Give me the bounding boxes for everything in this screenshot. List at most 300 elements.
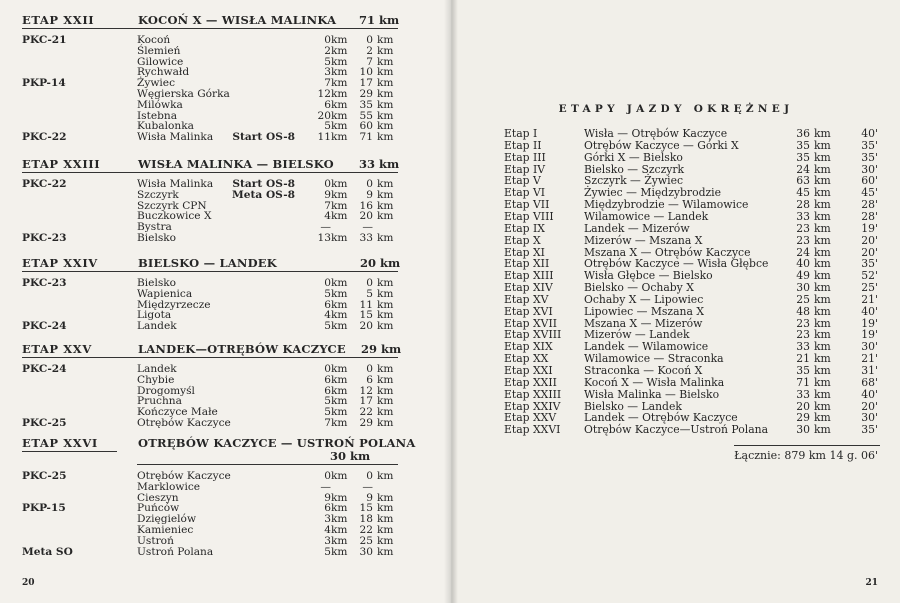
cumulative-distance: 11 [359,298,373,311]
lap-distance: 21 [796,352,810,366]
lap-time: 35' [861,138,878,152]
lap-route: Kocoń X — Wisła Malinka [584,375,725,389]
cumulative-distance: 12 [359,384,373,397]
lap-route: Landek — Wilamowice [584,340,709,354]
laps-heading: ETAPY JAZDY OKRĘŻNEJ [558,103,794,115]
segment-unit: km [331,309,348,322]
lap-label: Etap XXV [504,411,557,425]
segment-distance: 4 [324,309,331,322]
lap-label: Etap II [504,138,542,152]
lap-unit: km [814,221,831,235]
itinerary-row [0,482,452,493]
segment-unit: km [331,524,348,536]
place-name: Ligota [137,309,172,322]
segment-unit: km [331,417,348,429]
segment-distance: 5 [324,55,331,68]
segment-unit: km [331,287,348,300]
stage-number: ETAP XXIII [22,157,101,171]
segment-distance: 7 [324,417,331,429]
stage-title: WISŁA MALINKA — BIELSKO [138,157,334,171]
place-name: Gilowice [137,55,184,68]
lap-time: 35' [861,150,878,164]
place-name: Puńców [137,502,180,515]
lap-unit: km [814,162,831,176]
segment-distance: 3 [324,513,331,526]
lap-row [452,235,900,247]
segment-unit: km [331,470,348,482]
segment-distance: 2 [324,44,331,57]
cumulative-unit: km [377,363,394,375]
lap-route: Landek — Otrębów Kaczyce [584,411,738,425]
lap-unit: km [814,340,831,354]
special-stage-note: Start OS-8 [232,178,295,190]
place-name: Dzięgielów [137,513,197,526]
cumulative-unit: km [377,188,394,201]
cumulative-distance: — [362,480,373,493]
lap-route: Żywiec — Międzybrodzie [584,186,722,200]
cumulative-distance: 17 [359,77,373,90]
lap-route: Bielsko — Ochaby X [584,281,694,295]
lap-row [452,211,900,223]
lap-label: Etap VIII [504,209,554,223]
segment-unit: km [331,232,348,244]
lap-label: Etap XXIV [504,399,561,413]
stage-title: OTRĘBÓW KACZYCE — USTROŃ POLANA [138,436,416,450]
lap-time: 21' [861,352,878,366]
lap-label: Etap XXVI [504,423,561,437]
lap-time: 35' [861,257,878,271]
place-name: Istebna [137,109,178,122]
segment-distance: 5 [324,320,331,333]
lap-unit: km [814,399,831,413]
lap-time: 68' [861,375,878,389]
total-line: Łącznie: 879 km 14 g. 06' [734,449,878,462]
lap-time: 40' [861,387,878,401]
cumulative-unit: km [377,77,394,90]
cumulative-unit: km [377,131,394,144]
segment-unit: km [331,44,348,57]
lap-row [452,152,900,164]
place-name: Pruchna [137,395,182,408]
place-name: Żywiec [137,77,176,90]
segment-distance: 0 [324,34,331,46]
segment-distance: 0 [324,178,331,190]
lap-unit: km [814,150,831,164]
itinerary-row [0,418,452,429]
itinerary-row [0,211,452,222]
lap-row [452,294,900,306]
lap-route: Wilamowice — Straconka [584,352,724,366]
itinerary-row [0,289,452,300]
page-number-left: 20 [22,578,35,588]
lap-distance: 49 [796,269,810,283]
segment-unit: km [331,513,348,526]
itinerary-row [0,547,452,558]
cumulative-distance: 6 [366,373,373,386]
segment-distance: 11 [317,131,331,144]
cumulative-unit: km [377,66,394,79]
lap-distance: 20 [796,399,810,413]
segment-unit: km [331,491,348,504]
stage-distance: 30 km [330,449,371,463]
cumulative-distance: 0 [366,470,373,482]
lap-distance: 24 [796,162,810,176]
lap-distance: 25 [796,292,810,306]
lap-distance: 36 [796,127,810,140]
lap-unit: km [814,423,831,437]
cumulative-unit: km [377,44,394,57]
cumulative-distance: 29 [359,88,373,100]
lap-time: 28' [861,209,878,223]
segment-unit: km [331,395,348,408]
lap-time: 19' [861,328,878,342]
lap-label: Etap XX [504,352,549,366]
segment-unit: km [331,384,348,397]
lap-distance: 23 [796,316,810,330]
checkpoint-code: PKC-24 [22,320,67,333]
page-number-right: 21 [865,578,878,588]
cumulative-unit: km [377,395,394,408]
itinerary-row [0,100,452,111]
lap-time: 45' [861,186,878,200]
total-rule [734,445,880,446]
cumulative-unit: km [377,491,394,504]
lap-route: Straconka — Kocoń X [584,364,703,377]
place-name: Marklowice [137,480,201,493]
place-name: Kamieniec [137,524,194,536]
place-name: Rychwałd [137,66,190,79]
lap-time: 30' [861,411,878,425]
stage-rule [22,28,398,29]
lap-unit: km [814,127,831,140]
place-name: Wapienica [137,287,193,300]
lap-row [452,389,900,401]
stage-number: ETAP XXVI [22,436,98,450]
lap-distance: 35 [796,364,810,377]
lap-label: Etap XIV [504,281,553,295]
checkpoint-code: PKC-25 [22,417,67,429]
itinerary-row [0,46,452,57]
cumulative-unit: km [377,120,394,133]
segment-unit: km [331,120,348,133]
lap-time: 19' [861,316,878,330]
stage-rule [137,464,398,465]
place-name: Wisła Malinka [137,178,214,190]
segment-distance: 9 [324,188,331,201]
lap-time: 31' [861,364,878,377]
lap-label: Etap XXII [504,375,557,389]
stage-title: BIELSKO — LANDEK [138,256,277,270]
lap-time: 28' [861,198,878,212]
lap-distance: 33 [796,340,810,354]
lap-time: 19' [861,221,878,235]
place-name: Kubalonka [137,120,194,133]
stage-rule [22,271,398,272]
stage-rule [22,357,398,358]
checkpoint-code: PKC-21 [22,34,67,46]
lap-route: Wisła — Otrębów Kaczyce [584,127,728,140]
segment-distance: 0 [324,363,331,375]
cumulative-distance: 9 [366,491,373,504]
cumulative-distance: 0 [366,178,373,190]
place-name: Milówka [137,98,183,111]
lap-distance: 71 [796,375,810,389]
cumulative-unit: km [377,417,394,429]
segment-distance: 5 [324,120,331,133]
stage-rule [22,451,117,452]
checkpoint-code: PKC-25 [22,470,67,482]
itinerary-row [0,375,452,386]
segment-distance: 5 [324,406,331,419]
lap-route: Wisła Malinka — Bielsko [584,387,720,401]
lap-label: Etap IX [504,221,545,235]
segment-distance: 7 [324,199,331,212]
cumulative-distance: 33 [359,232,373,244]
stage-number: ETAP XXII [22,13,95,27]
lap-row [452,306,900,318]
place-name: Landek [137,320,177,333]
stage-distance: 20 km [360,256,401,270]
segment-unit: km [331,199,348,212]
stage-rule [22,172,398,173]
place-name: Bielsko [137,232,177,244]
segment-unit: km [331,502,348,515]
lap-time: 30' [861,162,878,176]
place-name: Otrębów Kaczyce [137,417,231,429]
special-stage-note: Meta OS-8 [232,188,295,201]
cumulative-unit: km [377,210,394,223]
lap-time: 25' [861,281,878,295]
cumulative-unit: km [377,109,394,122]
segment-unit: km [331,98,348,111]
segment-unit: km [331,210,348,223]
lap-distance: 30 [796,281,810,295]
lap-route: Ochaby X — Lipowiec [584,292,704,306]
cumulative-unit: km [377,534,394,547]
cumulative-unit: km [377,524,394,536]
lap-distance: 29 [796,411,810,425]
checkpoint-code: PKC-23 [22,232,67,244]
itinerary-row [0,321,452,332]
lap-label: Etap I [504,127,538,140]
cumulative-unit: km [377,232,394,244]
segment-distance: 13 [317,232,331,244]
segment-unit: km [331,109,348,122]
cumulative-unit: km [377,406,394,419]
segment-distance: 9 [324,491,331,504]
lap-time: 20' [861,233,878,247]
lap-unit: km [814,245,831,259]
place-name: Szczyrk CPN [137,199,207,212]
place-name: Węgierska Górka [137,88,230,100]
lap-unit: km [814,186,831,200]
segment-distance: 0 [324,470,331,482]
lap-route: Międzybrodzie — Wilamowice [584,198,749,212]
stage-distance: 29 km [361,342,402,356]
cumulative-unit: km [377,88,394,100]
special-stage-note: Start OS-8 [232,131,295,144]
lap-row [452,140,900,152]
lap-unit: km [814,233,831,247]
lap-distance: 35 [796,150,810,164]
cumulative-unit: km [377,502,394,515]
lap-time: 20' [861,245,878,259]
lap-label: Etap XII [504,257,550,271]
segment-unit: km [331,55,348,68]
lap-distance: 23 [796,233,810,247]
lap-time: 40' [861,304,878,318]
cumulative-distance: — [362,221,373,234]
lap-distance: 23 [796,328,810,342]
cumulative-distance: 18 [359,513,373,526]
cumulative-distance: 20 [359,210,373,223]
segment-distance: 6 [324,373,331,386]
lap-unit: km [814,304,831,318]
lap-distance: 28 [796,198,810,212]
lap-unit: km [814,316,831,330]
lap-label: Etap XIII [504,269,554,283]
lap-label: Etap XIX [504,340,553,354]
lap-route: Mszana X — Mizerów [584,316,703,330]
segment-unit: km [331,188,348,201]
cumulative-unit: km [377,373,394,386]
cumulative-unit: km [377,98,394,111]
lap-route: Otrębów Kaczyce — Wisła Głębce [584,257,769,271]
checkpoint-code: PKC-22 [22,131,67,144]
lap-unit: km [814,257,831,271]
cumulative-distance: 30 [359,545,373,558]
stage-distance: 71 km [359,13,400,27]
segment-distance: 5 [324,545,331,558]
segment-unit: km [331,131,348,144]
lap-distance: 63 [796,174,810,188]
cumulative-distance: 22 [359,406,373,419]
lap-time: 40' [861,127,878,140]
lap-unit: km [814,352,831,366]
place-name: Bystra [137,221,172,234]
cumulative-unit: km [377,470,394,482]
lap-label: Etap XVI [504,304,553,318]
segment-distance: 5 [324,395,331,408]
segment-unit: km [331,277,348,289]
stage-number: ETAP XXIV [22,256,98,270]
checkpoint-code: PKC-22 [22,178,67,190]
lap-label: Etap XXI [504,364,553,377]
lap-distance: 24 [796,245,810,259]
lap-time: 35' [861,423,878,437]
segment-distance: 6 [324,98,331,111]
lap-distance: 35 [796,138,810,152]
lap-route: Bielsko — Landek [584,399,682,413]
lap-route: Otrębów Kaczyce — Górki X [584,138,739,152]
lap-label: Etap XV [504,292,549,306]
cumulative-unit: km [377,545,394,558]
lap-unit: km [814,281,831,295]
lap-route: Otrębów Kaczyce—Ustroń Polana [584,423,769,437]
segment-unit: km [331,34,348,46]
cumulative-unit: km [377,309,394,322]
segment-unit: km [331,363,348,375]
lap-unit: km [814,269,831,283]
cumulative-unit: km [377,55,394,68]
lap-route: Górki X — Bielsko [584,150,683,164]
segment-unit: km [331,373,348,386]
segment-distance: — [320,480,331,493]
lap-distance: 40 [796,257,810,271]
segment-unit: km [331,77,348,90]
lap-time: 60' [861,174,878,188]
itinerary-row [0,471,452,482]
cumulative-distance: 25 [359,534,373,547]
lap-route: Szczyrk — Żywiec [584,174,684,188]
cumulative-unit: km [377,178,394,190]
segment-distance: 20 [317,109,331,122]
lap-time: 21' [861,292,878,306]
lap-label: Etap VI [504,186,546,200]
cumulative-unit: km [377,287,394,300]
cumulative-unit: km [377,384,394,397]
itinerary-row [0,132,452,143]
cumulative-unit: km [377,199,394,212]
lap-route: Wilamowice — Landek [584,209,709,223]
place-name: Otrębów Kaczyce [137,470,231,482]
place-name: Ślemień [137,44,181,57]
cumulative-distance: 55 [359,109,373,122]
cumulative-distance: 0 [366,277,373,289]
cumulative-distance: 9 [366,188,373,201]
lap-time: 52' [861,269,878,283]
segment-unit: km [331,320,348,333]
lap-label: Etap IV [504,162,546,176]
lap-label: Etap X [504,233,541,247]
place-name: Szczyrk [137,188,179,201]
place-name: Bielsko [137,277,177,289]
place-name: Chybie [137,373,175,386]
cumulative-distance: 71 [359,131,373,144]
lap-route: Mizerów — Mszana X [584,233,703,247]
cumulative-unit: km [377,513,394,526]
cumulative-distance: 35 [359,98,373,111]
cumulative-distance: 7 [366,55,373,68]
lap-route: Mszana X — Otrębów Kaczyce [584,245,751,259]
segment-unit: km [331,88,348,100]
segment-distance: 6 [324,502,331,515]
cumulative-distance: 20 [359,320,373,333]
segment-distance: 5 [324,287,331,300]
cumulative-distance: 10 [359,66,373,79]
lap-route: Bielsko — Szczyrk [584,162,685,176]
place-name: Ustroń [137,534,174,547]
place-name: Ustroń Polana [137,545,214,558]
checkpoint-code: Meta SO [22,545,73,558]
itinerary-row [0,190,452,201]
lap-time: 30' [861,340,878,354]
itinerary-row [0,536,452,547]
lap-label: Etap III [504,150,546,164]
cumulative-unit: km [377,298,394,311]
place-name: Landek [137,363,177,375]
cumulative-unit: km [377,320,394,333]
segment-distance: 4 [324,524,331,536]
lap-distance: 45 [796,186,810,200]
lap-label: Etap V [504,174,541,188]
cumulative-distance: 29 [359,417,373,429]
stage-distance: 33 km [359,157,400,171]
place-name: Buczkowice X [137,210,212,223]
cumulative-distance: 0 [366,34,373,46]
checkpoint-code: PKC-24 [22,363,67,375]
lap-distance: 23 [796,221,810,235]
